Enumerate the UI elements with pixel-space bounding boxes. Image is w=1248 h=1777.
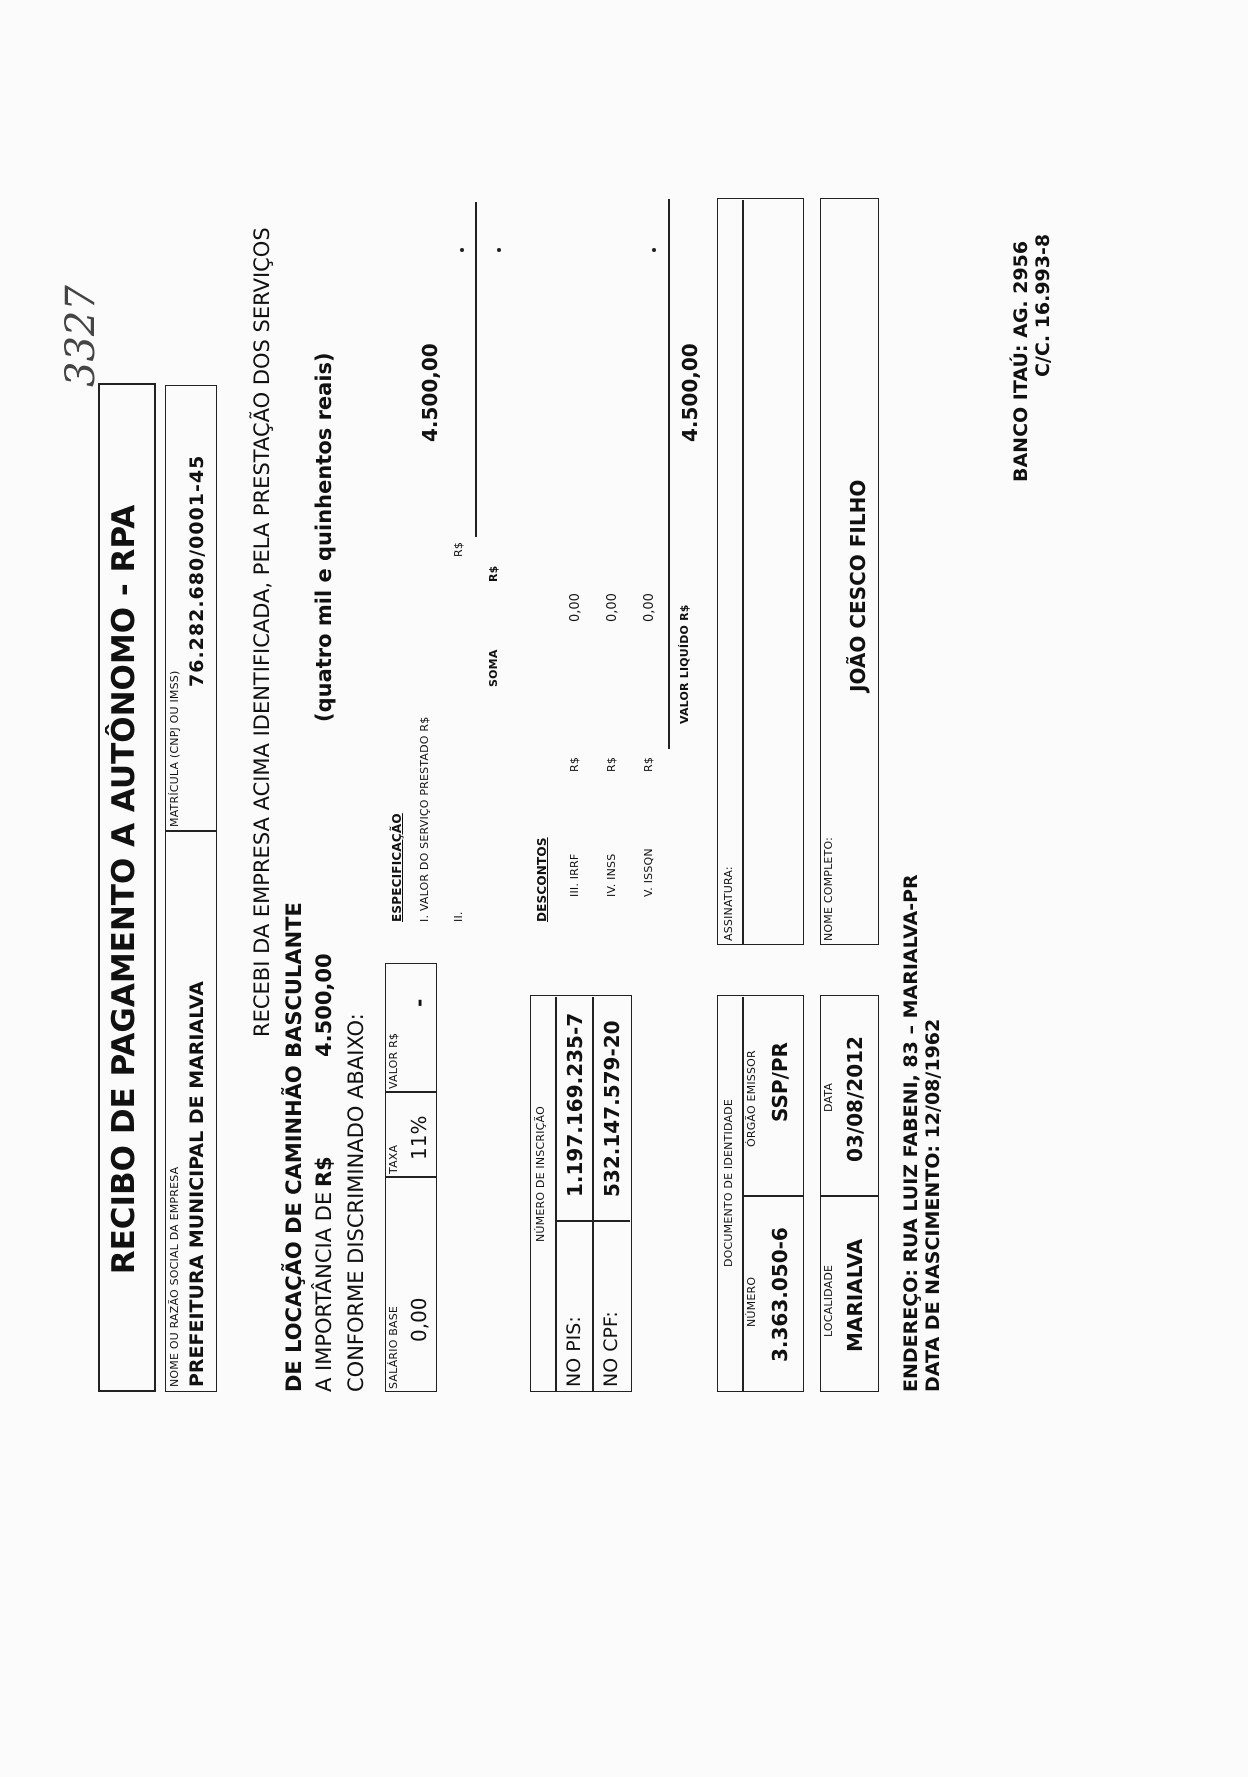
handwritten-annotation: 3327 [58, 285, 104, 387]
nome-completo-label: NOME COMPLETO: [822, 836, 835, 941]
item1-label: I. VALOR DO SERVIÇO PRESTADO R$ [418, 716, 431, 922]
matricula-label: MATRÍCULA (CNPJ OU IMSS) [168, 670, 181, 827]
importancia-label: A IMPORTÂNCIA DE [312, 1191, 336, 1392]
nome-completo-value: JOÃO CESCO FILHO [846, 479, 870, 692]
irrf-value: 0,00 [568, 593, 583, 622]
empresa-value: PREFEITURA MUNICIPAL DE MARIALVA [186, 981, 208, 1387]
valor-value: - [407, 998, 431, 1007]
soma-label: SOMA [487, 649, 500, 687]
irrf-label: III. IRRF [568, 853, 581, 897]
orgao-emissor-value: SSP/PR [768, 1042, 792, 1122]
item2-currency: R$ [452, 541, 465, 557]
inss-value: 0,00 [605, 593, 620, 622]
identidade-header: DOCUMENTO DE IDENTIDADE [722, 1099, 735, 1267]
pis-value: 1.197.169.235-7 [563, 1012, 587, 1197]
taxa-value: 11% [407, 1115, 431, 1160]
descontos-header: DESCONTOS [535, 837, 549, 922]
page-title: RECIBO DE PAGAMENTO A AUTÔNOMO - RPA [106, 504, 142, 1275]
endereco: ENDEREÇO: RUA LUIZ FABENI, 83 – MARIALVA-PR [900, 874, 922, 1392]
soma-currency: R$ [487, 565, 500, 582]
assinatura-box [717, 198, 804, 945]
issqn-value: 0,00 [642, 593, 657, 622]
importancia-currency: R$ [312, 1156, 336, 1187]
localidade-label: LOCALIDADE [822, 1264, 835, 1337]
salario-base-label: SALÁRIO BASE [387, 1305, 400, 1389]
issqn-label: V. ISSQN [642, 848, 655, 897]
valor-liquido-value: 4.500,00 [678, 343, 702, 442]
orgao-emissor-label: ÓRGÃO EMISSOR [745, 1050, 758, 1147]
item2-label: II. [452, 911, 465, 922]
inscricao-header: NÚMERO DE INSCRIÇÃO [534, 1106, 547, 1242]
issqn-currency: R$ [642, 756, 655, 772]
matricula-value: 76.282.680/0001-45 [186, 454, 208, 687]
conta-corrente: C/C. 16.993-8 [1032, 233, 1054, 377]
rg-numero-label: NÚMERO [745, 1276, 758, 1327]
empresa-label: NOME OU RAZÃO SOCIAL DA EMPRESA [168, 1166, 181, 1387]
taxa-label: TAXA [387, 1144, 400, 1174]
rg-numero-value: 3.363.050-6 [768, 1227, 792, 1362]
statement-line1: RECEBI DA EMPRESA ACIMA IDENTIFICADA, PELA PRESTAÇÃO DOS SERVIÇOS [250, 227, 274, 1037]
data-value: 03/08/2012 [843, 1036, 867, 1162]
data-nascimento: DATA DE NASCIMENTO: 12/08/1962 [922, 1018, 944, 1392]
statement-line4: CONFORME DISCRIMINADO ABAIXO: [344, 1013, 368, 1392]
salario-base-value: 0,00 [407, 1297, 431, 1342]
valor-label: VALOR R$ [387, 1032, 400, 1089]
valor-extenso: (quatro mil e quinhentos reais) [312, 352, 336, 722]
statement-line2: DE LOCAÇÃO DE CAMINHÃO BASCULANTE [282, 902, 306, 1392]
valor-liquido-label: VALOR LIQUÍDO R$ [678, 604, 691, 724]
pis-label: NO PIS: [563, 1316, 585, 1387]
assinatura-label: ASSINATURA: [722, 866, 735, 941]
item1-value: 4.500,00 [418, 343, 442, 442]
especificacao-header: ESPECIFICAÇÃO [390, 813, 404, 922]
importancia-value: 4.500,00 [312, 953, 336, 1057]
inss-label: IV. INSS [605, 853, 618, 897]
localidade-value: MARIALVA [843, 1238, 867, 1352]
cpf-label: NO CPF: [600, 1311, 622, 1387]
data-label: DATA [822, 1082, 835, 1112]
irrf-currency: R$ [568, 756, 581, 772]
banco: BANCO ITAÚ: AG. 2956 [1010, 240, 1032, 482]
cpf-value: 532.147.579-20 [600, 1020, 624, 1197]
inss-currency: R$ [605, 756, 618, 772]
